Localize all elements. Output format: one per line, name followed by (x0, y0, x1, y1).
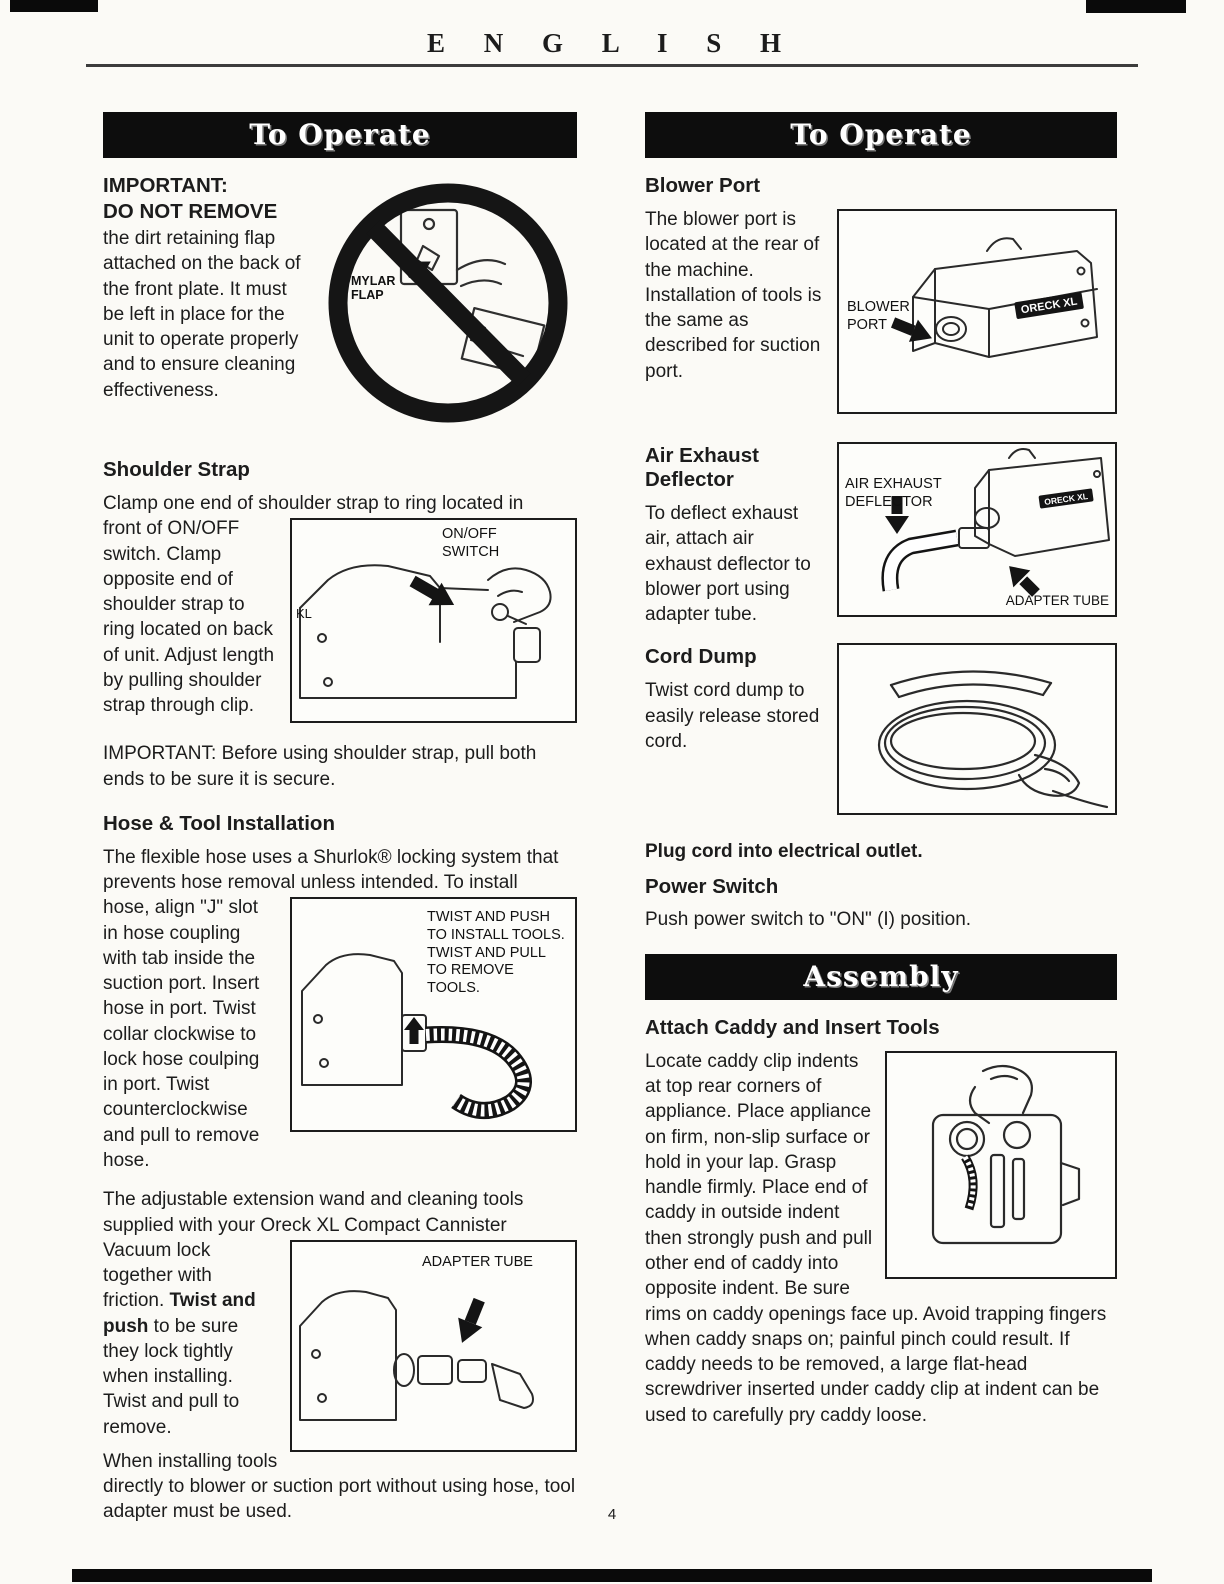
hose-tool-heading: Hose & Tool Installation (103, 811, 335, 835)
wand-body-post: to be sure they lock tightly when installing. Twist and pull to remove. (103, 1315, 240, 1438)
cord-dump-art (839, 645, 1115, 813)
hose-tool-intro: The flexible hose uses a Shurlok® locking system that prevents hose removal unless intended. To install (103, 846, 559, 894)
prohibition-symbol-icon (319, 174, 577, 432)
header-rule (86, 64, 1138, 67)
banner-assembly: Assembly (645, 954, 1117, 1000)
section-shoulder-strap (103, 458, 577, 792)
on-off-switch-label: ON/OFF SWITCH (442, 526, 500, 560)
wand-wrap (103, 1238, 577, 1525)
scan-artifact-top-right (1086, 0, 1186, 13)
important-heading: IMPORTANT: (103, 174, 228, 197)
wand-intro: The adjustable extension wand and cleaning tools supplied with your Oreck XL Compact Cannister (103, 1189, 524, 1236)
wand-body-pre: Vacuum lock together with friction. (103, 1239, 212, 1312)
hose-tool-wrap (103, 895, 577, 1173)
plug-cord-line: Plug cord into electrical outlet. (645, 841, 923, 863)
brand-label: ORECK XL (1020, 295, 1079, 317)
twist-push-label: TWIST AND PUSH TO INSTALL TOOLS. TWIST AND PULL TO REMOVE TOOLS. (427, 909, 565, 997)
shoulder-strap-heading: Shoulder Strap (103, 458, 250, 481)
figure-do-not-remove (319, 174, 577, 432)
section-do-not-remove (103, 174, 577, 438)
hose-tool-body: hose, align "J" slot in hose coupling with tab inside the suction port. Insert hose in port. Twist collar clockwise to lock hose coulping in port. Twist counterclockwise and pull to remove hose. (103, 897, 260, 1171)
language-header: E N G L I S H (426, 28, 798, 58)
figure-blower-port (837, 209, 1117, 414)
brand-label-small: ORECK XL (1043, 490, 1089, 507)
mylar-flap-label: MYLAR FLAP (351, 274, 396, 303)
blower-port-heading: Blower Port (645, 174, 761, 197)
attach-caddy-art (887, 1053, 1115, 1277)
air-exhaust-deflector-label: AIR EXHAUST DEFLECTOR (845, 476, 942, 510)
blower-port-body: The blower port is located at the rear of the machine. Installation of tools is the same as described for suction port. (645, 209, 822, 382)
page-number: 4 (607, 1506, 617, 1523)
right-column (645, 112, 1117, 1428)
air-exhaust-body: To deflect exhaust air, attach air exhaust deflector to blower port using adapter tube. (645, 503, 811, 626)
figure-edge-text: KL (296, 606, 312, 622)
air-exhaust-heading: Air Exhaust Deflector (645, 444, 759, 491)
section-hose-tool (103, 812, 577, 1173)
shoulder-strap-note: IMPORTANT: Before using shoulder strap, pull both ends to be sure it is secure. (103, 743, 537, 790)
attach-caddy-heading: Attach Caddy and Insert Tools (645, 1015, 940, 1039)
section-blower-port (645, 174, 1117, 424)
figure-attach-caddy (885, 1051, 1117, 1279)
important-body: the dirt retaining flap attached on the back of the front plate. It must be left in place for the unit to operate properly and to ensure cleaning effectiveness. (103, 228, 301, 401)
adapter-tube-label: ADAPTER TUBE (422, 1253, 533, 1270)
attach-caddy-wrap (645, 1049, 1117, 1428)
scan-artifact-bottom (72, 1569, 1152, 1582)
section-attach-caddy (645, 1016, 1117, 1428)
shoulder-strap-body: front of ON/OFF switch. Clamp opposite end of shoulder strap to ring located on back of unit. Adjust length by pulling shoulder strap through clip. (103, 518, 275, 717)
banner-to-operate-right: To Operate (645, 112, 1117, 158)
adapter-tube-label-2: ADAPTER TUBE (1005, 592, 1109, 608)
do-not-remove-heading: DO NOT REMOVE (103, 200, 278, 223)
shoulder-strap-wrap (103, 516, 577, 733)
section-wand-tools (103, 1187, 577, 1524)
section-air-exhaust (645, 442, 1117, 627)
attach-caddy-body: Locate caddy clip indents at top rear corners of appliance. Place appliance on firm, non-slip surface or hold in your lap. Grasp handle firmly. Place end of caddy in outside indent then strongly push and pull other end of caddy into opposite indent. Be sure rims on caddy openings face up. Avoid trapping fingers when caddy snaps on; painful pinch could result. If caddy needs to be removed, a large flat-head screwdriver inserted under caddy clip at indent can be used to carefully pry caddy loose. (645, 1050, 1107, 1426)
air-exhaust-art (839, 444, 1115, 615)
wand-tail: When installing tools directly to blower or suction port without using hose, tool adapter must be used. (103, 1450, 576, 1523)
wand-body-bold: Twist and push (103, 1290, 256, 1337)
left-column (103, 112, 577, 1525)
figure-adapter-tube (290, 1240, 577, 1452)
figure-shoulder-strap (290, 518, 577, 723)
power-switch-body: Push power switch to "ON" (I) position. (645, 908, 972, 930)
power-switch-heading: Power Switch (645, 874, 779, 898)
figure-hose-install (290, 897, 577, 1132)
section-cord-dump (645, 643, 1117, 825)
cord-dump-body: Twist cord dump to easily release stored cord. (645, 680, 820, 752)
blower-port-wrap (645, 207, 1117, 424)
cord-dump-heading: Cord Dump (645, 645, 757, 669)
figure-air-exhaust (837, 442, 1117, 617)
banner-to-operate-left: To Operate (103, 112, 577, 158)
adapter-tube-art (292, 1242, 575, 1450)
blower-port-label: BLOWER PORT (847, 299, 910, 333)
scan-artifact-top-left (10, 0, 98, 12)
figure-cord-dump (837, 643, 1117, 815)
shoulder-strap-intro: Clamp one end of shoulder strap to ring located in (103, 493, 524, 514)
